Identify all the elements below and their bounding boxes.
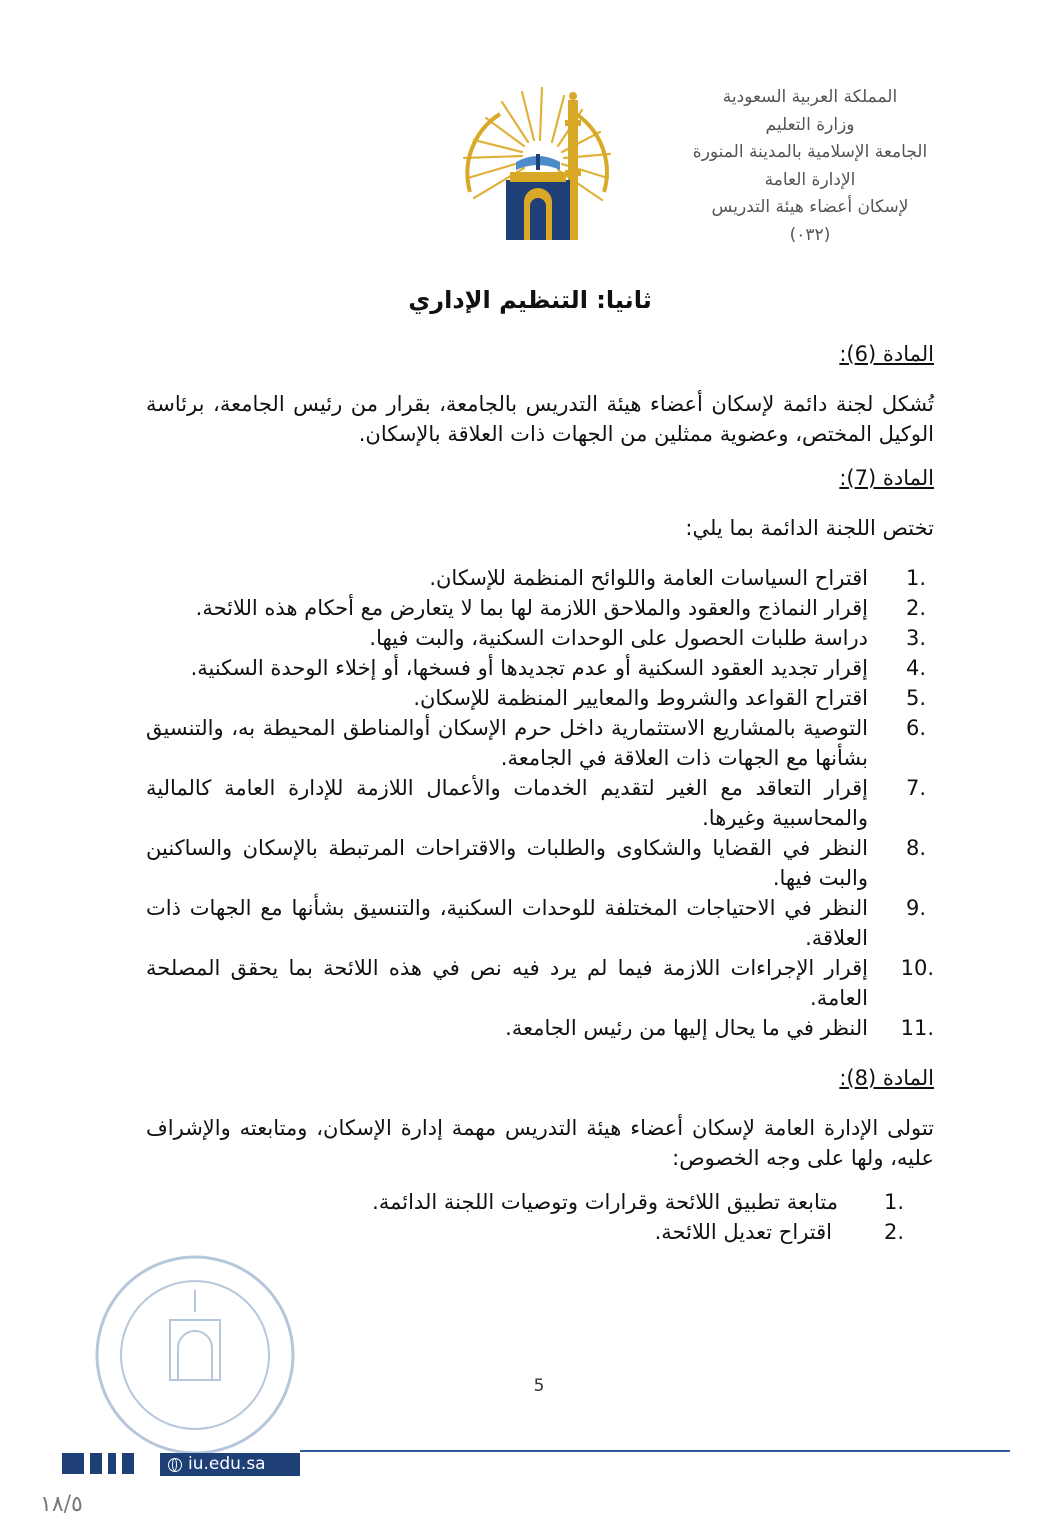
article-6-heading: المادة (6): [839, 342, 934, 366]
list-item [146, 953, 934, 1013]
footer-bar [122, 1453, 134, 1474]
article-8-intro: تتولى الإدارة العامة لإسكان أعضاء هيئة التدريس مهمة إدارة الإسكان، ومتابعته والإشراف عليه، ولها على وجه الخصوص: [146, 1116, 934, 1170]
footer-bar [62, 1453, 84, 1474]
list-item-number: 3. [905, 626, 926, 650]
list-item-text: النظر في ما يحال إليها من رئيس الجامعة. [505, 1016, 868, 1040]
handwritten-note: ١٨/٥ [40, 1492, 83, 1517]
list-item-number: 5. [905, 686, 926, 710]
list-item-text: اقتراح القواعد والشروط والمعايير المنظمة للإسكان. [413, 686, 868, 710]
list-item-number: 9. [905, 896, 926, 920]
list-item [146, 683, 934, 713]
list-item [146, 563, 934, 593]
letterhead-line-code: (٠٣٢) [789, 224, 831, 245]
article-8-heading: المادة (8): [839, 1066, 934, 1090]
footer-bar [90, 1453, 102, 1474]
list-item-number: 4. [905, 656, 926, 680]
list-item-text: متابعة تطبيق اللائحة وقرارات وتوصيات اللجنة الدائمة. [372, 1190, 838, 1214]
document-body [146, 339, 934, 1247]
article-8-list [146, 1187, 934, 1247]
footer-url-text: iu.edu.sa [188, 1454, 266, 1474]
footer-bar [108, 1453, 116, 1474]
list-item [146, 773, 934, 833]
list-item-number: 2. [883, 1220, 904, 1244]
official-seal-icon [90, 1250, 300, 1460]
globe-icon [168, 1458, 182, 1472]
list-item [146, 1187, 934, 1217]
list-item-number: 7. [905, 776, 926, 800]
list-item [146, 593, 934, 623]
list-item-number: 11. [900, 1016, 934, 1040]
article-7-list [146, 563, 934, 1043]
article-7-intro: تختص اللجنة الدائمة بما يلي: [685, 516, 934, 540]
list-item [146, 1217, 934, 1247]
letterhead-line-administration: الإدارة العامة [764, 169, 856, 190]
footer-brand-bars [62, 1453, 134, 1474]
list-item [146, 833, 934, 893]
letterhead-line-university: الجامعة الإسلامية بالمدينة المنورة [692, 142, 928, 162]
list-item-text: دراسة طلبات الحصول على الوحدات السكنية، والبت فيها. [369, 626, 868, 650]
list-item-text: إقرار الإجراءات اللازمة فيما لم يرد فيه نص في هذه اللائحة بما يحقق المصلحة العامة. [146, 956, 868, 1010]
list-item [146, 893, 934, 953]
list-item-text: اقتراح تعديل اللائحة. [654, 1220, 832, 1244]
letterhead [650, 84, 970, 249]
list-item-text: إقرار التعاقد مع الغير لتقديم الخدمات والأعمال اللازمة للإدارة العامة كالمالية والمحاسبية وغيرها. [146, 776, 868, 830]
list-item-text: التوصية بالمشاريع الاستثمارية داخل حرم الإسكان أوالمناطق المحيطة به، والتنسيق بشأنها مع الجهات ذات العلاقة في الجامعة. [146, 716, 868, 770]
list-item-number: 2. [905, 596, 926, 620]
page-number: 5 [533, 1376, 545, 1396]
university-emblem-icon [452, 80, 624, 250]
list-item-text: إقرار النماذج والعقود والملاحق اللازمة لها بما لا يتعارض مع أحكام هذه اللائحة. [195, 596, 868, 620]
list-item-number: 8. [905, 836, 926, 860]
list-item-number: 1. [905, 566, 926, 590]
letterhead-line-department: لإسكان أعضاء هيئة التدريس [711, 197, 909, 217]
list-item-number: 1. [883, 1190, 904, 1214]
list-item-text: إقرار تجديد العقود السكنية أو عدم تجديدها أو فسخها، أو إخلاء الوحدة السكنية. [190, 656, 868, 680]
list-item-text: النظر في القضايا والشكاوى والطلبات والاقتراحات المرتبطة بالإسكان والساكنين والبت فيها. [146, 836, 868, 890]
list-item [146, 623, 934, 653]
list-item [146, 653, 934, 683]
list-item [146, 713, 934, 773]
article-7-heading: المادة (7): [839, 466, 934, 490]
list-item-text: اقتراح السياسات العامة واللوائح المنظمة للإسكان. [429, 566, 868, 590]
list-item-number: 6. [905, 716, 926, 740]
footer-website[interactable] [160, 1453, 300, 1476]
letterhead-line-ministry: وزارة التعليم [765, 114, 855, 135]
list-item [146, 1013, 934, 1043]
list-item-number: 10. [900, 956, 934, 980]
section-title: ثانيا: التنظيم الإداري [408, 286, 652, 314]
letterhead-line-kingdom: المملكة العربية السعودية [722, 87, 898, 107]
article-6-text: تُشكل لجنة دائمة لإسكان أعضاء هيئة التدريس بالجامعة، بقرار من رئيس الجامعة، برئاسة الوكيل المختص، وعضوية ممثلين من الجهات ذات العلاقة بالإسكان. [146, 392, 934, 446]
footer-rule [300, 1450, 1010, 1452]
list-item-text: النظر في الاحتياجات المختلفة للوحدات السكنية، والتنسيق بشأنها مع الجهات ذات العلاقة. [146, 896, 868, 950]
